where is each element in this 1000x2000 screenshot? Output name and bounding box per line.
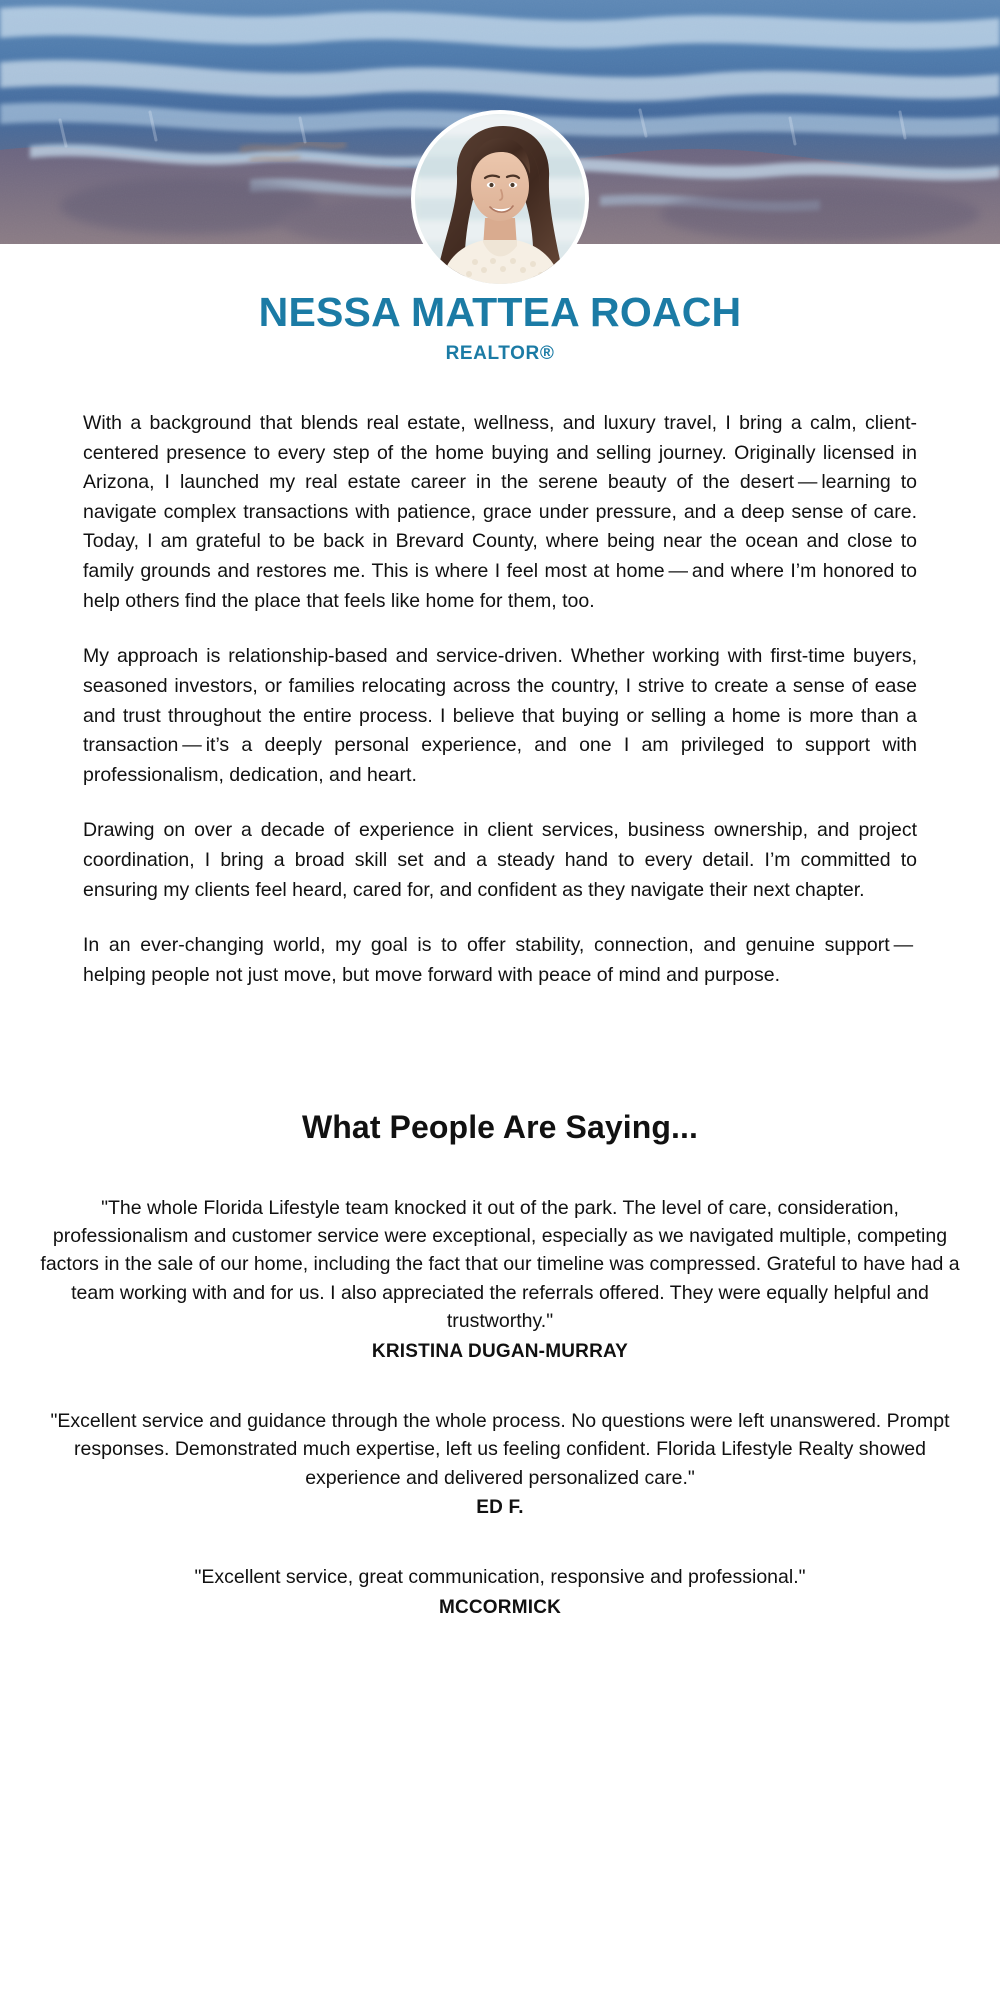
agent-identity — [0, 290, 1000, 365]
testimonial-quote: "Excellent service, great communication, responsive and professional." — [194, 1566, 806, 1589]
testimonial-quote: "Excellent service and guidance through the whole process. No questions were left unanswered. Prompt responses. Demonstrated much expertise, left us feeling confident. Florida Lifestyle Realty showed experience and delivered personalized care." — [50, 1409, 950, 1489]
testimonial-item — [36, 1194, 964, 1363]
agent-headshot-illustration — [415, 114, 585, 284]
testimonial-quote: "The whole Florida Lifestyle team knocked it out of the park. The level of care, consideration, professionalism and customer service were exceptional, especially as we navigated multiple, competing factors in the sale of our home, including the fact that our timeline was compressed. Grateful to have had a team working with and for us. I also appreciated the referrals offered. They were equally helpful and trustworthy." — [40, 1196, 960, 1333]
testimonials-heading: What People Are Saying... — [301, 1108, 699, 1145]
page-title: NESSA MATTEA ROACH — [258, 289, 742, 335]
testimonial-author: KRISTINA DUGAN-MURRAY — [371, 1340, 629, 1362]
bio-paragraph: My approach is relationship-based and service-driven. Whether working with first-time buyers, seasoned investors, or families relocating across the country, I strive to create a sense of ease and trust throughout the entire process. I believe that buying or selling a home is more than a transaction — it’s a deeply personal experience, and one I am privileged to support with professionalism, dedication, and heart. — [83, 645, 917, 786]
agent-bio — [41, 409, 959, 991]
testimonial-item — [36, 1407, 964, 1519]
agent-designation: REALTOR® — [445, 342, 555, 364]
testimonial-author: ED F. — [476, 1497, 524, 1519]
testimonial-author: MCCORMICK — [438, 1596, 562, 1618]
bio-paragraph: With a background that blends real estate, wellness, and luxury travel, I bring a calm, client-centered presence to every step of the home buying and selling journey. Originally licensed in Arizona, I launched my real estate career in the serene beauty of the desert — learning to navigate complex transactions with patience, grace under pressure, and a deep sense of care. Today, I am grateful to be back in Brevard County, where being near the ocean and close to family grounds and restores me. This is where I feel most at home — and where I’m honored to help others find the place that feels like home for them, too. — [83, 411, 917, 612]
avatar — [411, 110, 589, 288]
bio-paragraph: In an ever-changing world, my goal is to offer stability, connection, and genuine support — helping people not just move, but move forward with peace of mind and purpose. — [83, 934, 917, 986]
bio-paragraph: Drawing on over a decade of experience in client services, business ownership, and project coordination, I bring a broad skill set and a steady hand to every detail. I’m committed to ensuring my clients feel heard, cared for, and confident as they navigate their next chapter. — [83, 819, 917, 901]
testimonial-item — [36, 1563, 964, 1618]
avatar-image — [415, 114, 585, 284]
testimonials-section — [0, 1109, 1000, 1659]
